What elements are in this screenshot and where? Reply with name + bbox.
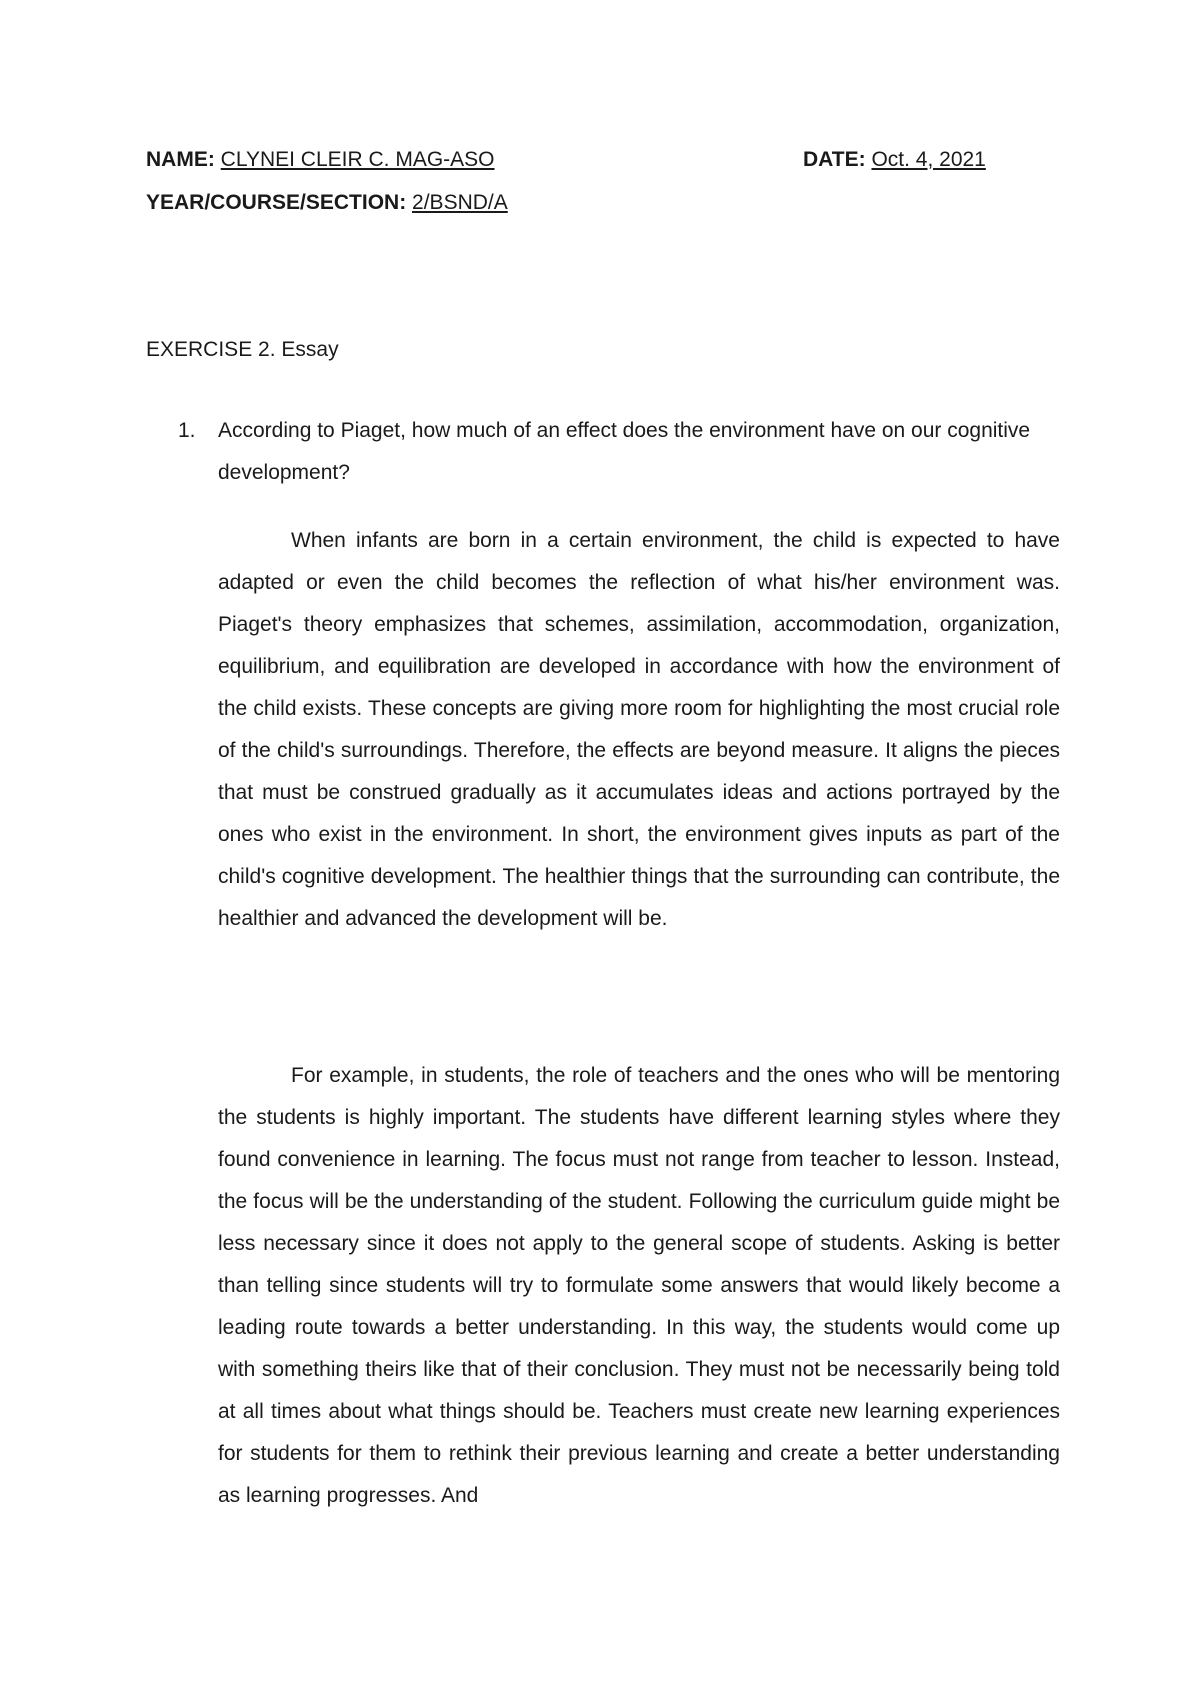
year-course-section-label: YEAR/COURSE/SECTION: [146, 191, 407, 214]
date-value: Oct. 4, 2021 [871, 148, 986, 171]
year-course-section-line [146, 190, 508, 216]
date-label: DATE: [803, 148, 866, 171]
question-text: According to Piaget, how much of an effect does the environment have on our cognitive development? [218, 419, 1031, 484]
exercise-title: EXERCISE 2. Essay [146, 338, 339, 361]
essay-paragraph-2: For example, in students, the role of teachers and the ones who will be mentoring the students is highly important. The students have different learning styles where they found convenience in learning. The focus must not range from teacher to lesson. Instead, the focus will be the understanding of the student. Following the curriculum guide might be less necessary since it does not apply to the general scope of students. Asking is better than telling since students will try to formulate some answers that would likely become a leading route towards a better understanding. In this way, the students would come up with something theirs like that of their conclusion. They must not be necessarily being told at all times about what things should be. Teachers must create new learning experiences for students for them to rethink their previous learning and create a better understanding as learning progresses. And [218, 1064, 1060, 1507]
question-number: 1. [178, 419, 196, 442]
name-label: NAME: [146, 148, 215, 171]
date-line [803, 147, 986, 173]
year-course-section-value: 2/BSND/A [412, 191, 508, 214]
essay-paragraph-1: When infants are born in a certain environment, the child is expected to have adapted or even the child becomes the reflection of what his/her environment was. Piaget's theory emphasizes that schemes, assimilation, accommodation, organization, equilibrium, and equilibration are developed in accordance with how the environment of the child exists. These concepts are giving more room for highlighting the most crucial role of the child's surroundings. Therefore, the effects are beyond measure. It aligns the pieces that must be construed gradually as it accumulates ideas and actions portrayed by the ones who exist in the environment. In short, the environment gives inputs as part of the child's cognitive development. The healthier things that the surrounding can contribute, the healthier and advanced the development will be. [218, 529, 1060, 930]
name-line [146, 147, 495, 173]
name-value: CLYNEI CLEIR C. MAG-ASO [220, 148, 495, 171]
